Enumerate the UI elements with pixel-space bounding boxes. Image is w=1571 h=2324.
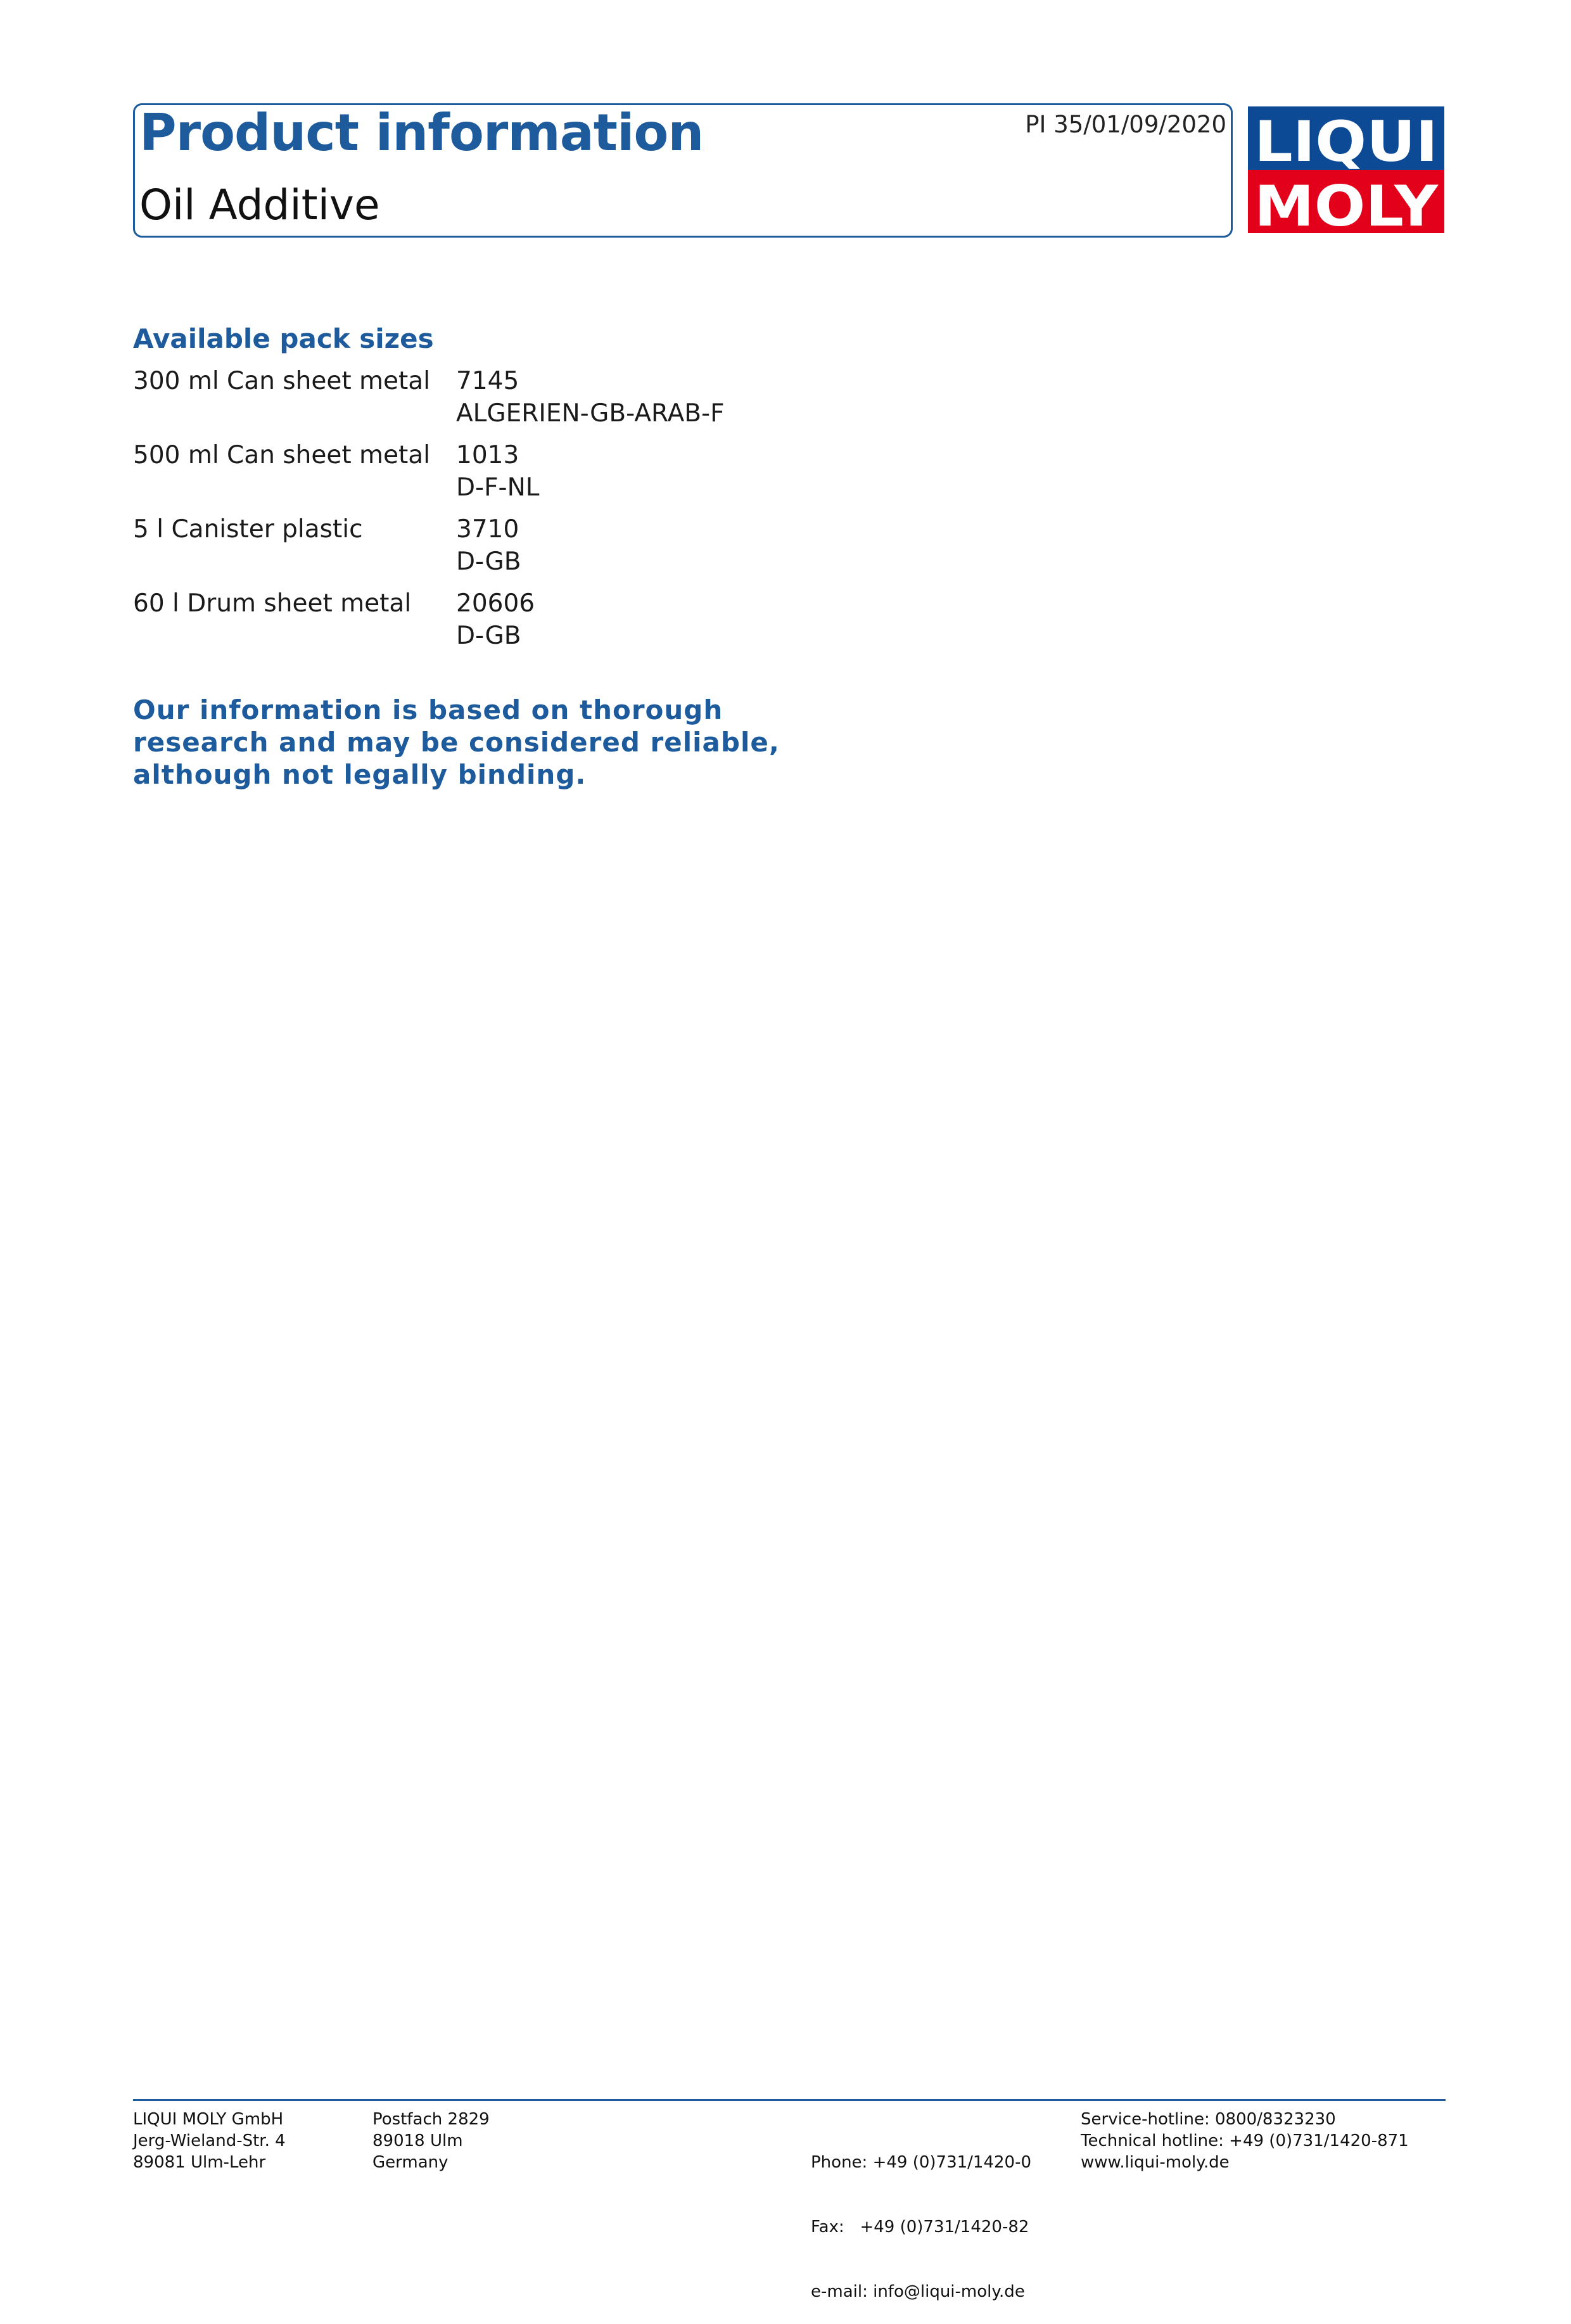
footer-website-link[interactable]: www.liqui-moly.de <box>1081 2153 1230 2172</box>
pack-info <box>456 513 521 587</box>
footer-line: Postfach 2829 <box>372 2110 490 2129</box>
pack-row <box>133 439 725 513</box>
pack-description: 500 ml Can sheet metal <box>133 441 431 469</box>
footer-phone: Phone: +49 (0)731/1420-0 <box>811 2153 1032 2172</box>
article-number: 3710 <box>456 515 519 544</box>
article-number: 7145 <box>456 367 519 395</box>
legal-disclaimer: Our information is based on thorough research and may be considered reliable, although not legally binding. <box>133 694 780 790</box>
label-languages: D-GB <box>456 547 521 576</box>
footer-line: LIQUI MOLY GmbH <box>133 2110 284 2129</box>
footer-postal <box>372 2109 490 2173</box>
pack-row <box>133 513 725 587</box>
pack-row <box>133 587 725 661</box>
pack-info <box>456 365 725 439</box>
footer-line: Germany <box>372 2153 448 2172</box>
pack-sizes-heading: Available pack sizes <box>133 323 434 354</box>
logo-text-liqui: LIQUI <box>1254 109 1438 174</box>
pack-sizes-table <box>133 365 725 661</box>
pack-row <box>133 365 725 439</box>
footer-line: 89018 Ulm <box>372 2131 463 2150</box>
pack-description: 5 l Canister plastic <box>133 515 363 544</box>
logo-text-moly: MOLY <box>1254 174 1439 233</box>
pack-info <box>456 587 535 661</box>
footer-company <box>133 2109 286 2173</box>
pack-description: 300 ml Can sheet metal <box>133 367 431 395</box>
product-name: Oil Additive <box>139 181 380 229</box>
footer-line: 89081 Ulm-Lehr <box>133 2153 266 2172</box>
pack-description: 60 l Drum sheet metal <box>133 589 412 618</box>
article-number: 20606 <box>456 589 535 618</box>
footer-email-link[interactable]: e-mail: info@liqui-moly.de <box>811 2282 1025 2301</box>
label-languages: D-GB <box>456 622 521 650</box>
document-id: PI 35/01/09/2020 <box>1025 111 1226 138</box>
pack-info <box>456 439 540 513</box>
footer-contact <box>811 2109 1031 2324</box>
liqui-moly-logo <box>1248 106 1444 233</box>
label-languages: D-F-NL <box>456 473 540 502</box>
article-number: 1013 <box>456 441 519 469</box>
page-title: Product information <box>139 103 704 162</box>
footer-divider <box>133 2099 1446 2101</box>
footer-service-hotline: Service-hotline: 0800/8323230 <box>1081 2110 1336 2129</box>
label-languages: ALGERIEN-GB-ARAB-F <box>456 399 725 428</box>
footer-fax: Fax: +49 (0)731/1420-82 <box>811 2218 1029 2237</box>
footer-service <box>1081 2109 1409 2173</box>
footer-line: Jerg-Wieland-Str. 4 <box>133 2131 286 2150</box>
footer-technical-hotline: Technical hotline: +49 (0)731/1420-871 <box>1081 2131 1409 2150</box>
